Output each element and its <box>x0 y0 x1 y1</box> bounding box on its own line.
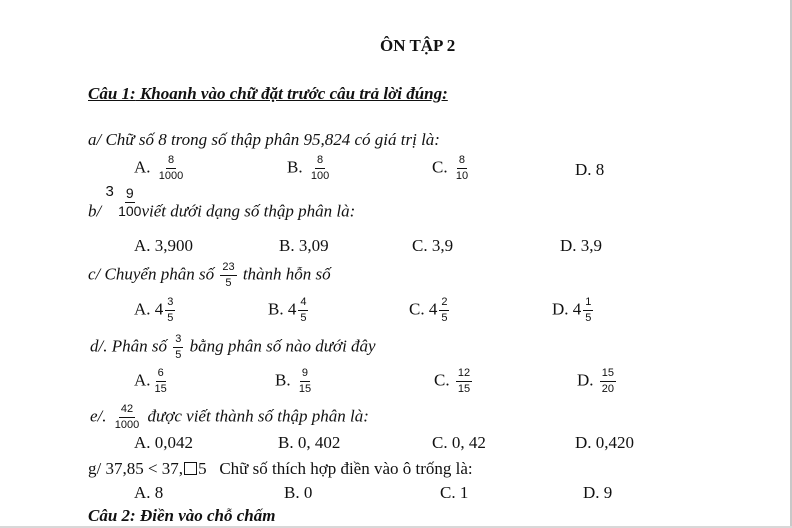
question-g-option-c[interactable]: C. 1 <box>440 483 469 502</box>
numerator: 2 <box>439 296 449 311</box>
denominator: 15 <box>298 383 312 395</box>
empty-box-icon <box>184 462 197 475</box>
numerator: 1 <box>583 296 593 311</box>
question-d-option-c[interactable] <box>434 367 474 396</box>
denominator: 5 <box>225 277 232 289</box>
numerator: 3 <box>165 296 175 311</box>
question-b-option-c[interactable]: C. 3,9 <box>412 236 454 255</box>
mixed-fraction <box>118 186 141 219</box>
fraction <box>454 154 470 183</box>
fraction <box>583 296 593 325</box>
fraction <box>157 154 185 183</box>
question-c-option-c[interactable] <box>409 296 451 325</box>
question-c-prefix: c/ Chuyển phân số <box>88 264 215 284</box>
denominator: 1000 <box>114 419 140 431</box>
question-e-text <box>90 403 369 432</box>
fraction <box>173 333 183 362</box>
numerator: 8 <box>457 154 467 169</box>
numerator: 8 <box>166 154 176 169</box>
numerator: 23 <box>220 261 236 276</box>
fraction <box>600 367 616 396</box>
question-d-text <box>90 333 376 362</box>
question-a-option-c[interactable] <box>432 154 472 183</box>
option-letter: B. <box>275 370 291 390</box>
question-b-option-a[interactable]: A. 3,900 <box>134 236 194 255</box>
fraction <box>153 367 169 396</box>
fraction <box>297 367 313 396</box>
option-letter: B. <box>287 157 303 177</box>
numerator: 12 <box>456 367 472 382</box>
denominator: 100 <box>310 170 330 182</box>
question-g-before-box: g/ 37,85 < 37, <box>88 459 184 478</box>
numerator: 9 <box>125 185 134 201</box>
denominator: 5 <box>167 312 174 324</box>
option-letter: C. <box>434 370 450 390</box>
option-letter: D. <box>577 370 594 390</box>
question-e-option-c[interactable]: C. 0, 42 <box>432 433 486 452</box>
question-b-prefix: b/ <box>88 201 102 221</box>
question-b-text <box>88 183 356 221</box>
fraction <box>220 261 236 290</box>
question-g-text <box>88 459 473 479</box>
question-d-suffix: bằng phân số nào dưới đây <box>189 336 376 356</box>
denominator: 5 <box>441 312 448 324</box>
fraction <box>456 367 472 396</box>
question-g-option-a[interactable]: A. 8 <box>134 483 164 502</box>
question-a-option-b[interactable] <box>287 154 333 183</box>
denominator: 1000 <box>158 170 184 182</box>
question-g-option-b[interactable]: B. 0 <box>284 483 313 502</box>
question-e-option-a[interactable]: A. 0,042 <box>134 433 194 452</box>
option-letter: B. 4 <box>268 299 297 319</box>
numerator: 6 <box>156 367 166 382</box>
fraction <box>309 154 331 183</box>
question-c-option-a[interactable] <box>134 296 177 325</box>
option-letter: D. 4 <box>552 299 582 319</box>
question-c-option-d[interactable] <box>552 296 595 325</box>
option-letter: A. 4 <box>134 299 164 319</box>
option-letter: C. <box>432 157 448 177</box>
question-e-option-b[interactable]: B. 0, 402 <box>278 433 341 452</box>
question-e-suffix: được viết thành số thập phân là: <box>147 406 369 426</box>
denominator: 20 <box>601 383 615 395</box>
question-e-option-d[interactable]: D. 0,420 <box>575 433 635 452</box>
question-d-option-a[interactable] <box>134 367 171 396</box>
question-1-instruction: Khoanh vào chữ đặt trước câu trả lời đúng: <box>135 84 448 103</box>
fraction <box>439 296 449 325</box>
question-c-suffix: thành hỗn số <box>242 264 331 284</box>
denominator: 5 <box>300 312 307 324</box>
question-c-option-b[interactable] <box>268 296 310 325</box>
numerator: 42 <box>119 403 135 418</box>
fraction <box>298 296 308 325</box>
numerator: 9 <box>300 367 310 382</box>
option-letter: A. <box>134 157 151 177</box>
denominator: 100 <box>118 203 142 219</box>
question-a-option-d[interactable]: D. 8 <box>575 160 605 179</box>
option-letter: C. 4 <box>409 299 438 319</box>
denominator: 5 <box>585 312 592 324</box>
question-d-prefix: d/. Phân số <box>90 336 167 356</box>
denominator: 15 <box>457 383 471 395</box>
question-b-option-d[interactable]: D. 3,9 <box>560 236 603 255</box>
question-a-text: a/ Chữ số 8 trong số thập phân 95,824 có giá trị là: <box>88 130 440 149</box>
question-g-after-box: 5 Chữ số thích hợp điền vào ô trống là: <box>198 459 473 478</box>
fraction <box>165 296 175 325</box>
question-b-option-b[interactable]: B. 3,09 <box>279 236 329 255</box>
question-d-option-b[interactable] <box>275 367 315 396</box>
option-letter: A. <box>134 370 151 390</box>
question-d-option-d[interactable] <box>577 367 618 396</box>
denominator: 5 <box>175 349 182 361</box>
question-a-option-a[interactable] <box>134 154 187 183</box>
numerator: 8 <box>315 154 325 169</box>
question-c-text <box>88 261 331 290</box>
numerator: 3 <box>173 333 183 348</box>
question-2-heading: Câu 2: Điền vào chỗ chấm <box>88 506 276 525</box>
page-title: ÔN TẬP 2 <box>380 36 456 55</box>
question-1-label: Câu 1: <box>88 84 136 103</box>
denominator: 10 <box>455 170 469 182</box>
question-e-prefix: e/. <box>90 406 107 426</box>
numerator: 15 <box>600 367 616 382</box>
denominator: 15 <box>154 383 167 395</box>
question-g-option-d[interactable]: D. 9 <box>583 483 613 502</box>
numerator: 4 <box>298 296 308 311</box>
question-1-heading <box>88 84 448 104</box>
mixed-whole: 3 <box>105 183 114 201</box>
fraction <box>113 403 141 432</box>
question-b-suffix: viết dưới dạng số thập phân là: <box>141 201 356 221</box>
